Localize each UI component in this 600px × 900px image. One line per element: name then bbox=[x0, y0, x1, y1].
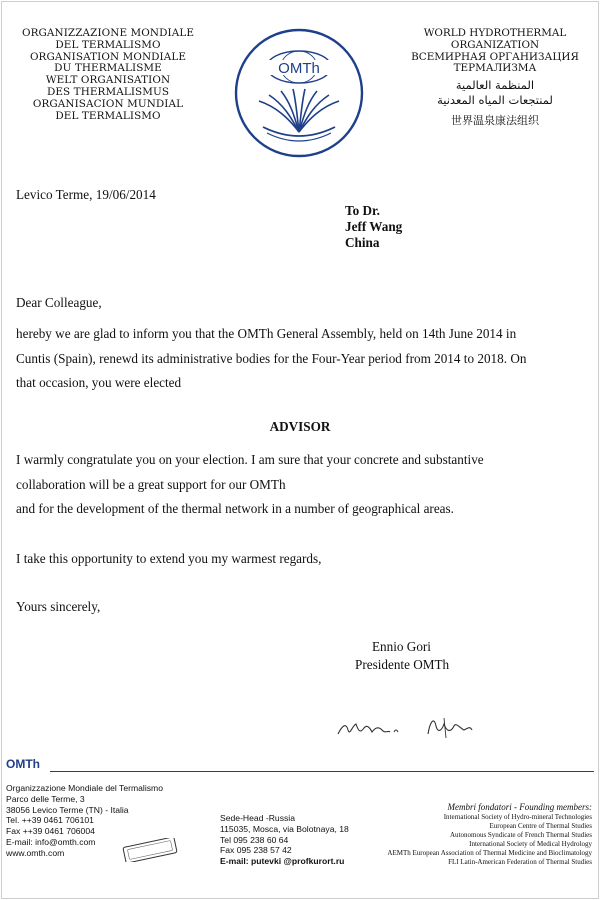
letterhead-line: WORLD HYDROTHERMAL bbox=[423, 27, 567, 39]
footer-line: Parco delle Terme, 3 bbox=[6, 793, 85, 804]
body-line: Cuntis (Spain), renewd its administrative bodies for the Four-Year period from 2014 to 2018. On bbox=[16, 350, 527, 366]
founding-member: Autonomous Syndicate of French Thermal Studies bbox=[450, 831, 592, 839]
founding-member: European Centre of Thermal Studies bbox=[489, 822, 592, 830]
letterhead-line: ORGANISACION MUNDIAL bbox=[32, 97, 184, 110]
handwritten-signature bbox=[332, 708, 482, 744]
letterhead-line: ORGANIZZAZIONE MONDIALE bbox=[21, 27, 195, 39]
body-line: that occasion, you were elected bbox=[16, 375, 182, 390]
letterhead-line: ORGANIZATION bbox=[450, 38, 540, 51]
letterhead-line: ORGANISATION MONDIALE bbox=[29, 50, 187, 63]
signer-title: Presidente OMTh bbox=[355, 657, 450, 672]
letterhead-right bbox=[395, 28, 595, 127]
body-paragraph-1 bbox=[16, 322, 586, 396]
salutation: Dear Colleague, bbox=[16, 295, 102, 310]
letterhead-line: DEL TERMALISMO bbox=[55, 38, 161, 51]
footer-line: E-mail: putevki @profkurort.ru bbox=[220, 856, 345, 867]
signer-name: Ennio Gori bbox=[372, 639, 431, 654]
footer-founding-members bbox=[387, 802, 592, 867]
founding-members-title: Membri fondatori - Founding members: bbox=[447, 802, 592, 812]
logo-text: OMTh bbox=[278, 60, 320, 77]
founding-member: International Society of Medical Hydrology bbox=[469, 840, 592, 848]
letterhead-left bbox=[8, 28, 208, 122]
footer-line: Organizzazione Mondiale del Termalismo bbox=[6, 783, 163, 793]
recipient-line: China bbox=[345, 235, 380, 250]
closing: Yours sincerely, bbox=[16, 599, 101, 614]
letterhead-arabic: المنظمة العالمية bbox=[455, 78, 535, 93]
founding-member: International Society of Hydro-mineral Technologies bbox=[443, 813, 592, 821]
body-line: I warmly congratulate you on your election. I am sure that your concrete and substantive bbox=[16, 452, 484, 467]
body-paragraph-3: I take this opportunity to extend you my warmest regards, bbox=[16, 551, 322, 566]
letterhead-line: ВСЕМИРНАЯ ОРГАНИЗАЦИЯ bbox=[411, 50, 579, 63]
letterhead-line: WELT ORGANISATION bbox=[45, 74, 171, 87]
founding-member: AEMTh European Association of Thermal Medicine and Bioclimatology bbox=[387, 849, 592, 857]
footer-line: Tel. ++39 0461 706101 bbox=[6, 815, 94, 826]
footer-line: Sede-Head -Russia bbox=[220, 813, 295, 823]
footer-line: 115035, Mosca, via Bolotnaya, 18 bbox=[220, 823, 349, 834]
omth-logo bbox=[233, 27, 365, 159]
founding-member: FLI Latin-American Federation of Thermal Studies bbox=[448, 858, 592, 866]
place-date: Levico Terme, 19/06/2014 bbox=[16, 187, 156, 202]
body-line: hereby we are glad to inform you that the OMTh General Assembly, held on 14th June 2014 in bbox=[16, 326, 517, 341]
body-line: collaboration will be a great support for our OMTh bbox=[16, 476, 286, 492]
recipient-line: To Dr. bbox=[345, 203, 380, 218]
elected-role: ADVISOR bbox=[269, 419, 331, 434]
body-line: and for the development of the thermal network in a number of geographical areas. bbox=[16, 501, 454, 516]
footer-divider bbox=[50, 771, 594, 772]
certification-stamp-icon bbox=[120, 838, 180, 862]
footer-line: Fax ++39 0461 706004 bbox=[6, 826, 95, 837]
footer-line: E-mail: info@omth.com bbox=[6, 836, 96, 847]
footer-line: Fax 095 238 57 42 bbox=[220, 845, 292, 856]
letterhead-line: DES THERMALISMUS bbox=[46, 85, 170, 98]
letterhead-line: ТЕРМАЛИЗМА bbox=[453, 62, 537, 75]
footer-line: Tel 095 238 60 64 bbox=[220, 834, 289, 845]
footer-brand: OMTh bbox=[6, 757, 40, 771]
letterhead-line: DEL TERMALISMO bbox=[55, 109, 161, 122]
body-paragraph-2 bbox=[16, 448, 586, 522]
recipient-line: Jeff Wang bbox=[345, 219, 403, 234]
letterhead-chinese: 世界温泉康法组织 bbox=[451, 114, 539, 128]
letterhead-line: DU THERMALISME bbox=[54, 62, 162, 75]
footer-address-russia bbox=[220, 813, 349, 867]
letterhead-arabic: لمنتجعات المياه المعدنية bbox=[437, 93, 553, 108]
footer-line: 38056 Levico Terme (TN) - Italia bbox=[6, 804, 129, 815]
footer-line: www.omth.com bbox=[6, 847, 65, 858]
